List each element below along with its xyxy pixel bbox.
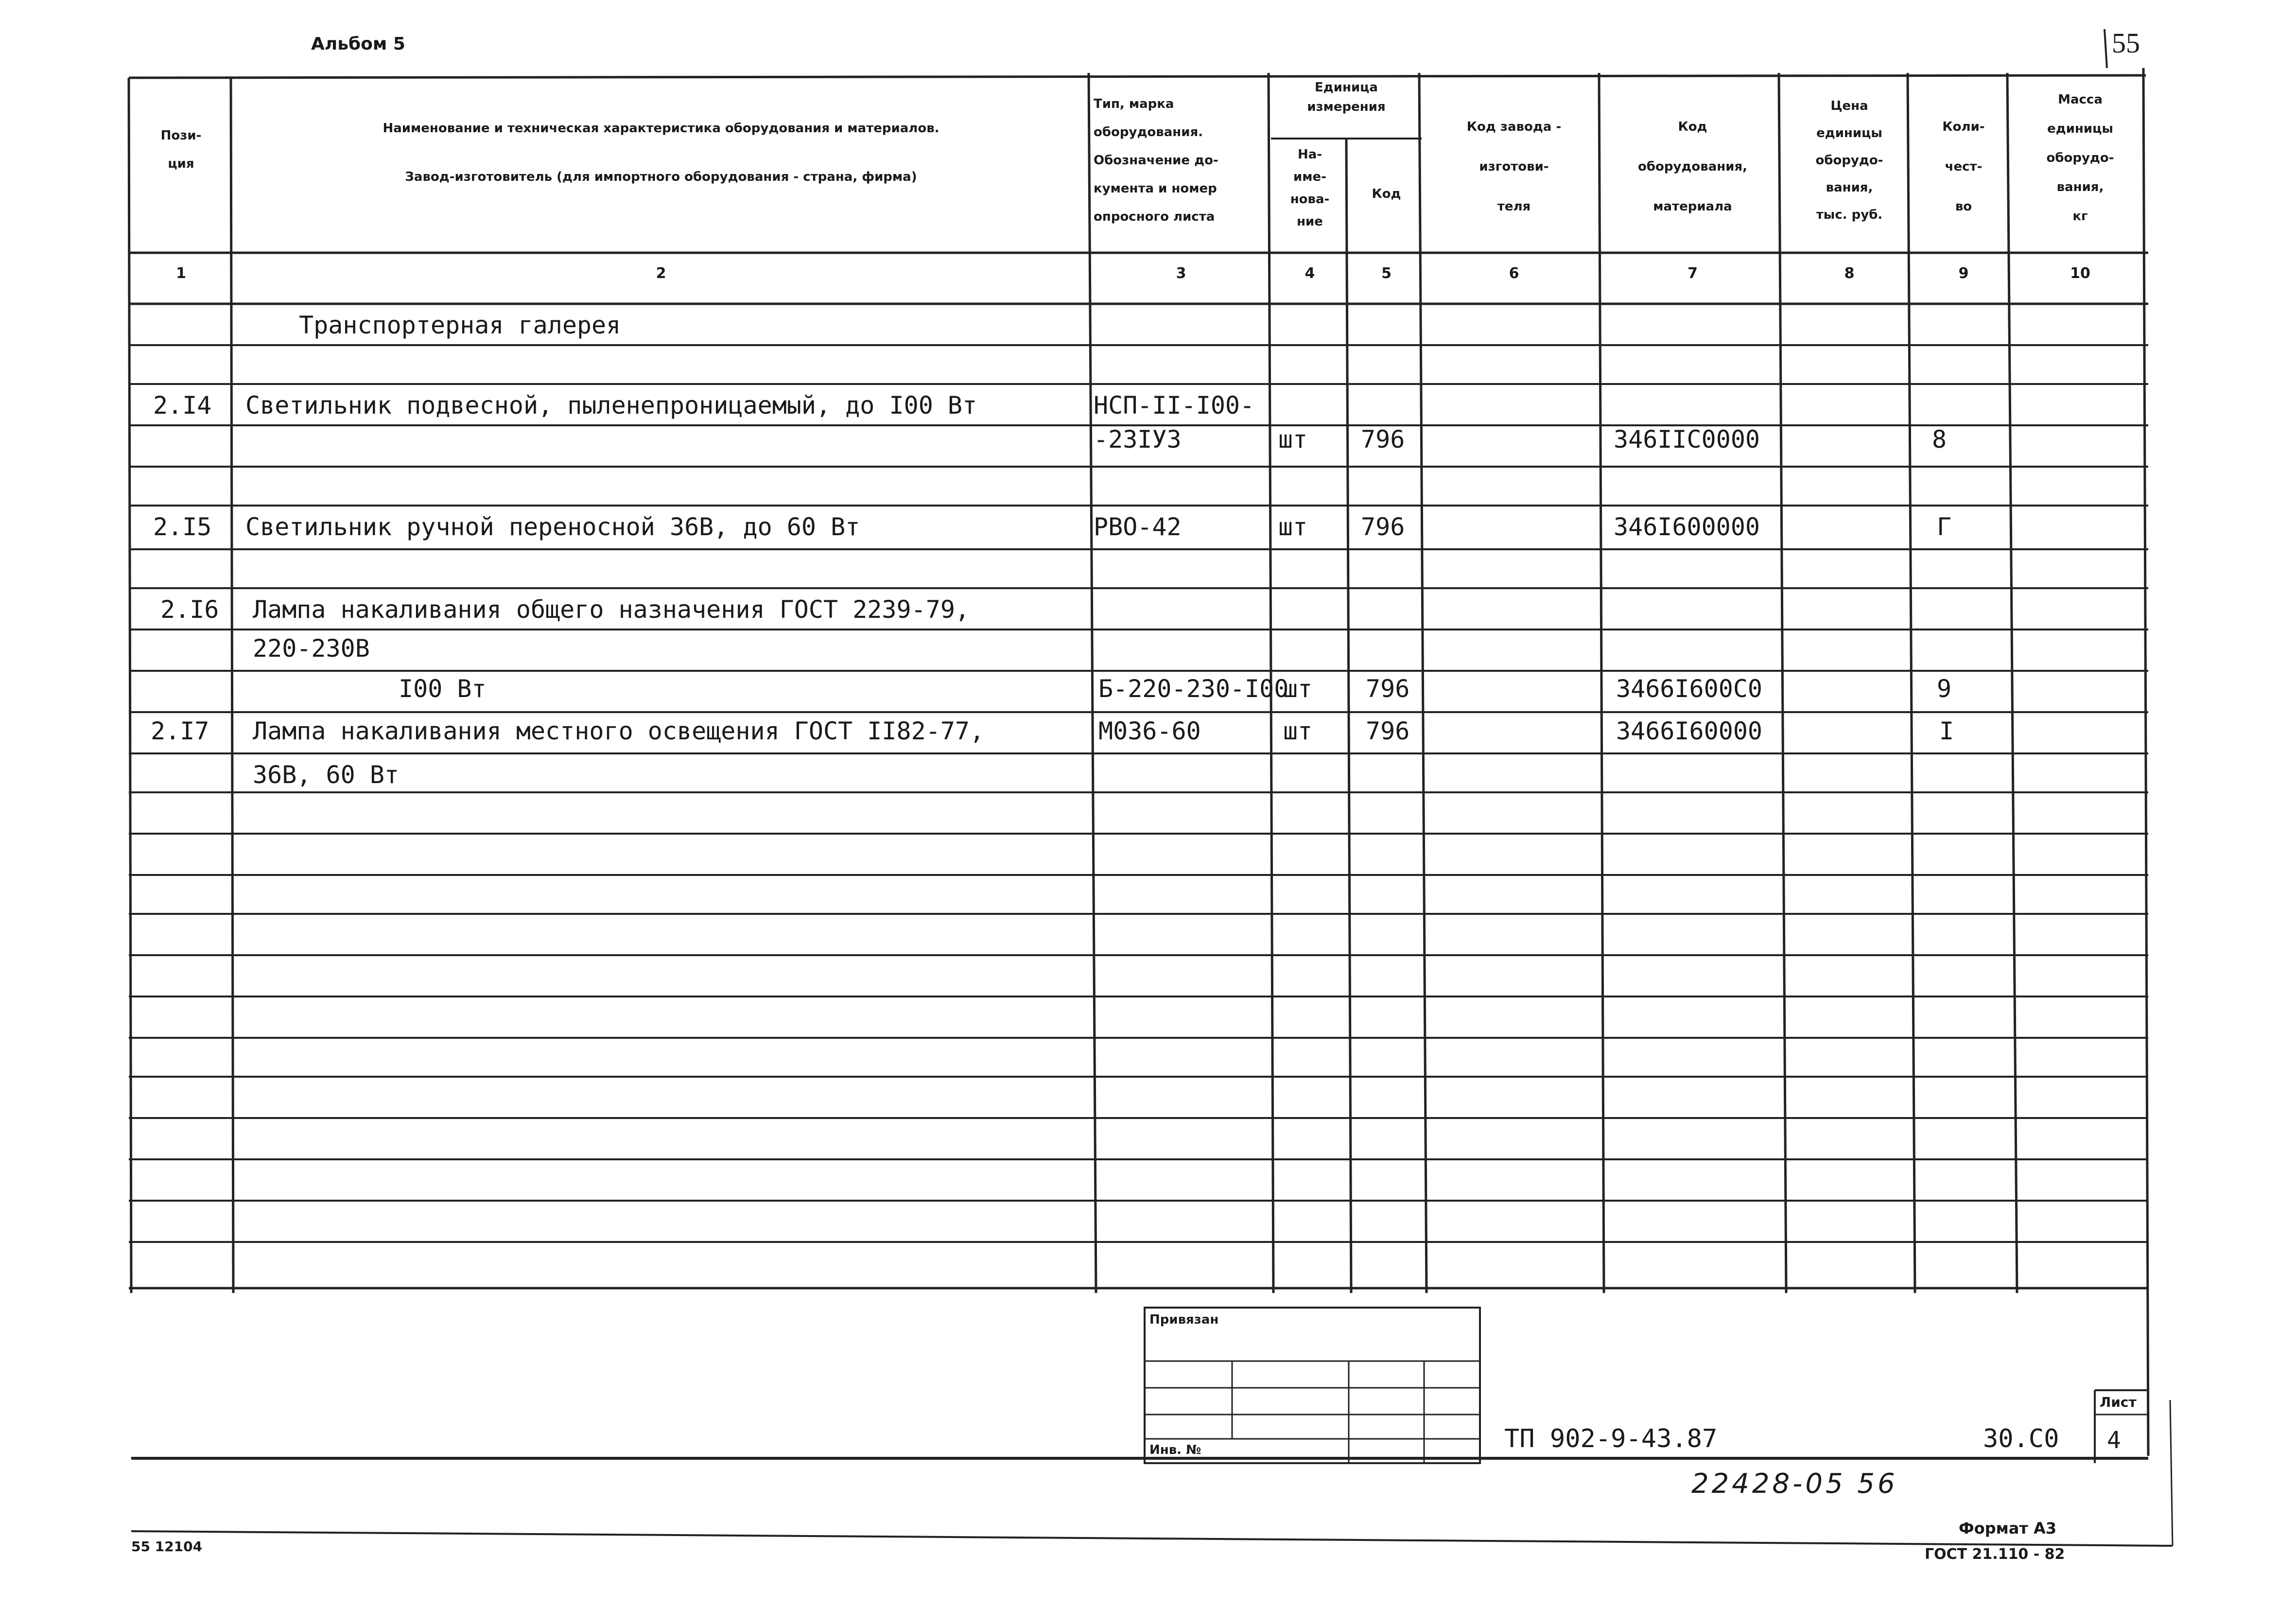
- row-equip-code: 346I600000: [1614, 513, 1760, 541]
- header-position: Пози- ция: [160, 128, 202, 171]
- header-unit-code: Код: [1372, 187, 1401, 201]
- row-type: РВО-42: [1094, 513, 1182, 541]
- row-equip-code: 346IIC0000: [1614, 425, 1760, 454]
- stamp-sheet-label: Лист: [2100, 1394, 2137, 1410]
- header-unit-group: Единица измерения: [1307, 80, 1386, 114]
- col-number-4: 4: [1305, 265, 1315, 282]
- row-type: Б-220-230-I00: [1098, 675, 1289, 703]
- row-unit: шт: [1283, 675, 1313, 703]
- col-number-7: 7: [1687, 265, 1698, 282]
- col-number-10: 10: [2070, 265, 2090, 282]
- col-number-1: 1: [176, 265, 186, 282]
- header-type: Тип, марка оборудования. Обозначение до- кумента и номер опросного листа: [1094, 97, 1218, 224]
- col-number-8: 8: [1844, 265, 1855, 282]
- col-number-2: 2: [656, 265, 666, 282]
- header-mfr-code: Код завода - изготови- теля: [1466, 120, 1562, 214]
- handwritten-reference: 22428-05 56: [1691, 1468, 1898, 1500]
- stamp-sheet-number: 4: [2107, 1427, 2121, 1454]
- stamp-inv-label: Инв. №: [1149, 1443, 1201, 1457]
- row-name: Светильник подвесной, пыленепроницаемый, до I00 Вт: [245, 391, 977, 419]
- row-name: Светильник ручной переносной 36В, до 60 Вт: [245, 513, 860, 541]
- row-name: I00 Вт: [399, 675, 487, 703]
- row-qty: I: [1939, 717, 1954, 745]
- row-unit: шт: [1283, 717, 1313, 745]
- header-name-line2: Завод-изготовитель (для импортного оборудования - страна, фирма): [405, 170, 917, 184]
- row-equip-code: 3466I600C0: [1616, 675, 1763, 703]
- gost-label: ГОСТ 21.110 - 82: [1925, 1546, 2065, 1563]
- row-unit-code: 796: [1361, 425, 1405, 454]
- header-unit-name: На- име- нова- ние: [1290, 147, 1330, 229]
- row-name: Лампа накаливания общего назначения ГОСТ 2239-79,: [253, 595, 970, 624]
- row-equip-code: 3466I60000: [1616, 717, 1763, 745]
- row-name: Лампа накаливания местного освещения ГОСТ II82-77,: [253, 717, 985, 745]
- row-position: 2.I6: [160, 595, 219, 624]
- row-qty: 9: [1937, 675, 1952, 703]
- album-label: Альбом 5: [311, 34, 405, 54]
- bottom-left-code: 55 12104: [131, 1538, 203, 1555]
- row-position: 2.I5: [153, 513, 212, 541]
- header-mass: Масса единицы оборудо- вания, кг: [2046, 92, 2114, 224]
- format-label: Формат А3: [1959, 1519, 2057, 1538]
- row-qty: 8: [1932, 425, 1947, 454]
- header-price: Цена единицы оборудо- вания, тыс. руб.: [1815, 99, 1883, 222]
- row-position: 2.I7: [151, 717, 209, 745]
- row-unit-code: 796: [1361, 513, 1405, 541]
- row-type: НСП-II-I00-: [1094, 391, 1255, 419]
- row-name: 220-230В: [253, 634, 370, 663]
- col-number-3: 3: [1176, 265, 1186, 282]
- col-number-6: 6: [1509, 265, 1519, 282]
- sheet-number-top: 55: [2112, 27, 2140, 59]
- header-equip-code: Код оборудования, материала: [1637, 120, 1748, 214]
- header-qty: Коли- чест- во: [1942, 120, 1985, 214]
- row-qty: Г: [1937, 513, 1952, 541]
- row-unit: шт: [1278, 513, 1308, 541]
- header-name-line1: Наименование и техническая характеристика оборудования и материалов.: [383, 121, 939, 136]
- row-unit: шт: [1278, 425, 1308, 454]
- row-type: М036-60: [1098, 717, 1201, 745]
- row-type: -23IУ3: [1094, 425, 1182, 454]
- row-unit-code: 796: [1366, 717, 1410, 745]
- stamp-tied-label: Привязан: [1149, 1312, 1219, 1327]
- col-number-9: 9: [1958, 265, 1969, 282]
- row-unit-code: 796: [1366, 675, 1410, 703]
- table-row-section-title: Транспортерная галерея: [299, 311, 621, 339]
- row-position: 2.I4: [153, 391, 212, 419]
- col-number-5: 5: [1381, 265, 1392, 282]
- stamp-doc-suffix: 30.C0: [1983, 1424, 2059, 1453]
- row-name: 36В, 60 Вт: [253, 761, 400, 789]
- stamp-doc-code: ТП 902-9-43.87: [1504, 1424, 1718, 1453]
